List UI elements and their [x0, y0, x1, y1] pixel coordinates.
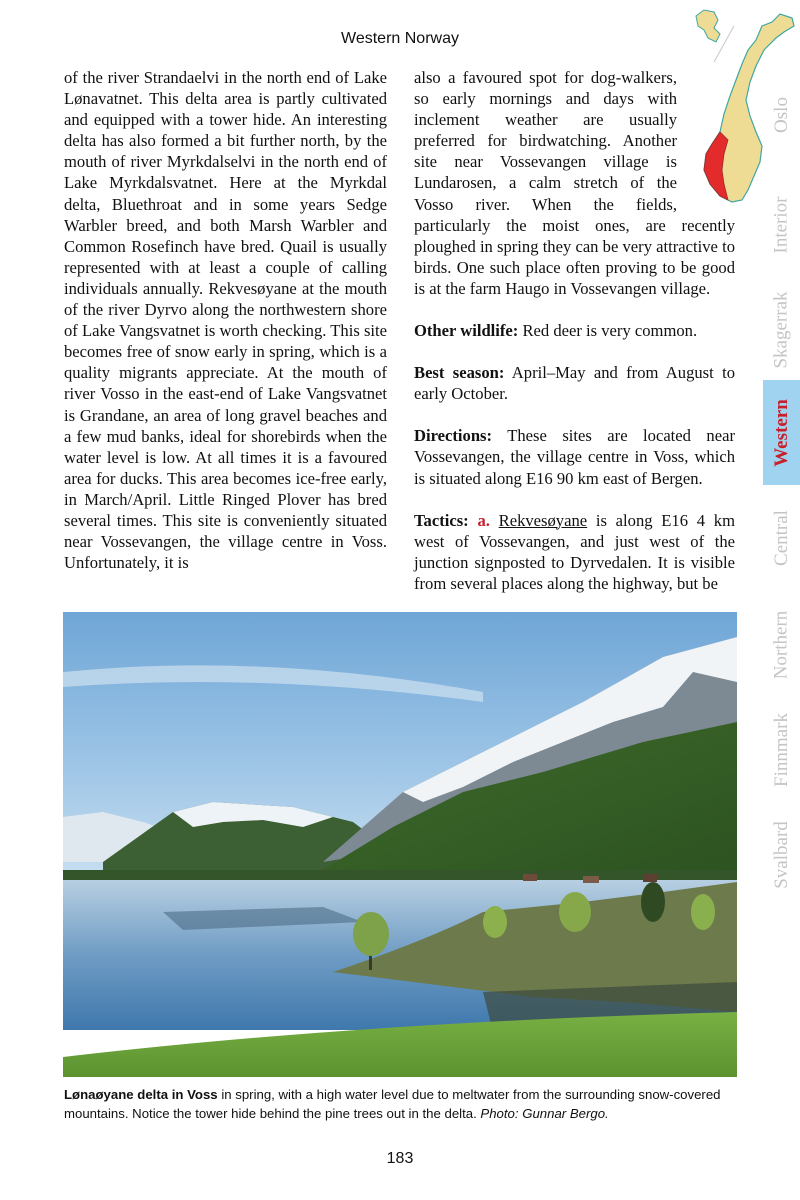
- svalbard-inset: [696, 10, 720, 42]
- tactics-text: is along E16 4 km west of Vossevangen, and just west of the junction signposted to Dyrvedalen. It is visible from several places along the highway, but be: [414, 510, 735, 593]
- tab-northern[interactable]: [763, 590, 800, 700]
- directions-text: These sites are located near Vossevangen, the village centre in Voss, which is situated along E16 90 km east of Bergen.: [414, 426, 735, 488]
- right-column: [414, 67, 735, 594]
- other-wildlife-text: Red deer is very common.: [518, 321, 698, 341]
- tactics-site-link[interactable]: Rekvesøyane: [498, 510, 588, 530]
- tab-interior[interactable]: [763, 170, 800, 280]
- best-season-section: [414, 362, 735, 404]
- tab-western[interactable]: [763, 380, 800, 485]
- tab-central[interactable]: [763, 485, 800, 590]
- tab-finnmark[interactable]: [763, 700, 800, 800]
- tab-label: Oslo: [770, 97, 792, 133]
- right-intro-text: [414, 67, 735, 299]
- tab-skagerrak[interactable]: [763, 280, 800, 380]
- tab-label: Northern: [770, 610, 792, 680]
- caption-title: Lønaøyane delta in Voss: [64, 1087, 218, 1102]
- tab-svalbard[interactable]: [763, 800, 800, 910]
- tab-label: Interior: [770, 196, 792, 254]
- landscape-photo: [63, 612, 737, 1077]
- tab-label: Central: [770, 509, 792, 566]
- tab-label: Skagerrak: [770, 291, 792, 369]
- tab-label: Western: [770, 398, 792, 467]
- map-wrap-space: [677, 67, 735, 199]
- tactics-marker: a.: [477, 510, 490, 530]
- best-season-text: April–May and from August to early October.: [414, 363, 735, 404]
- directions-section: [414, 425, 735, 488]
- other-wildlife-section: [414, 320, 735, 341]
- photo-caption: [64, 1085, 736, 1123]
- left-body-text: of the river Strandaelvi in the north end of Lake Lønavatnet. This delta area is partly cultivated and equipped with a tower hide. An interesting delta has also formed a bit further north, by the mouth of river Myrkdalselvi in the north end of Lake Myrkdalsvatnet. Here at the Myrkdal delta, Bluethroat and in some years Sedge Warbler breed, and both Marsh Warbler and Common Rosefinch have bred. Quail is usually represented with at least a couple of calling individuals annually. Rekvesøyane at the mouth of the river Dyrvo along the northwestern shore of Lake Vangsvatnet is worth checking. This site becomes free of snow early in spring, which is a quality migrants appreciate. At the mouth of river Vosso in the east-end of Lake Vangsvatnet is Grandane, an area of long gravel beaches and a few mud banks, ideal for shorebirds when the water level is low. At all times it is a favoured area for ducks. This area becomes ice-free early, in March/April. Little Ringed Plover has bred several times. This site is conveniently situated near Vossevangen, the village centre in Voss. Unfortunately, it is: [64, 68, 387, 573]
- page-number: 183: [386, 1150, 414, 1167]
- tactics-section: [414, 510, 735, 594]
- intro-text: also a favoured spot for dog-walkers, so early mornings and days with inclement weather are usually preferred for birdwatching. Another site near Vossevangen village is Lundarosen, a calm stretch of the Vosso river. When the fields, particularly the moist ones, are recently ploughed in spring they can be very attractive to birds. One such place often proving to be good is at the farm Haugo in Vossevangen village.: [414, 68, 735, 298]
- left-column: [64, 67, 387, 573]
- directions-label: Directions:: [414, 426, 493, 446]
- photo-credit: Photo: Gunnar Bergo.: [480, 1106, 609, 1121]
- chapter-tabs: [763, 60, 800, 910]
- best-season-label: Best season:: [414, 363, 505, 383]
- tactics-label: Tactics:: [414, 510, 469, 530]
- other-wildlife-label: Other wildlife:: [414, 321, 519, 341]
- running-head: Western Norway: [341, 30, 459, 47]
- tab-oslo[interactable]: [763, 60, 800, 170]
- tab-label: Svalbard: [770, 821, 792, 889]
- tab-label: Finnmark: [770, 713, 792, 787]
- caption-text: in spring, with a high water level due to meltwater from the surrounding snow-covered mountains. Notice the tower hide behind the pine trees out in the delta.: [64, 1087, 721, 1121]
